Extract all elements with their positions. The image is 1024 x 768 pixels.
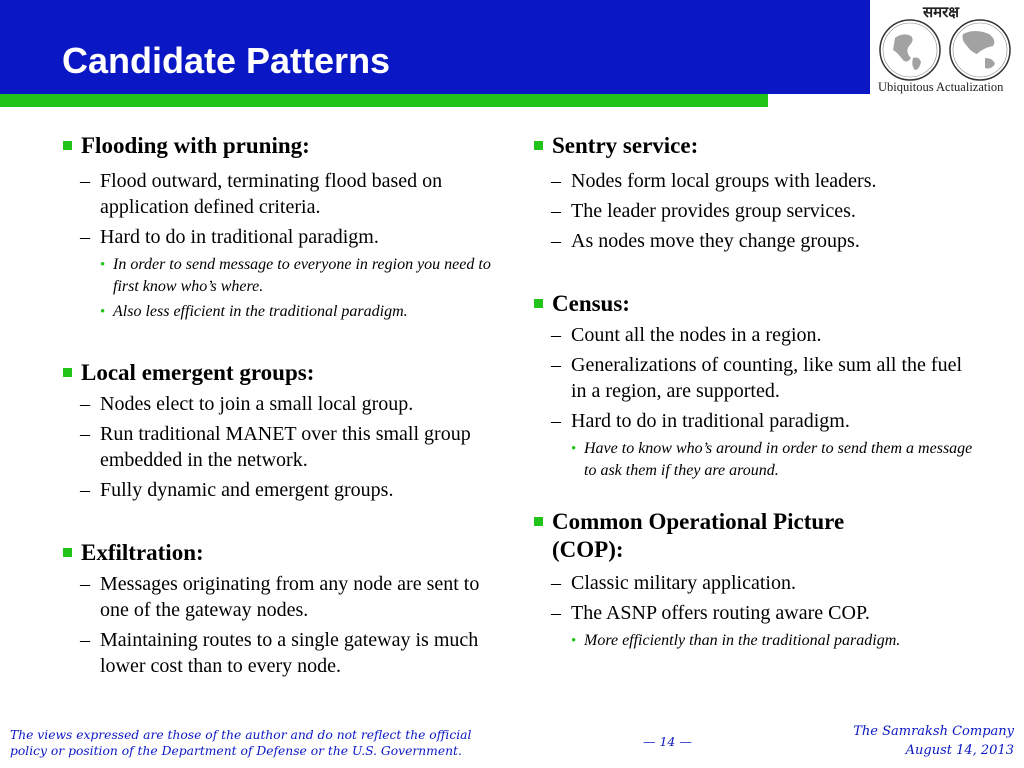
accent-bar [0, 94, 768, 107]
dot-bullet-icon: • [571, 633, 577, 649]
list-item: – Messages originating from any node are sent to one of the gateway nodes. [80, 573, 480, 621]
square-bullet-icon [534, 517, 543, 526]
list-item: – Classic military application. [551, 572, 796, 594]
list-item: – Count all the nodes in a region. [551, 324, 822, 346]
section-heading: Exfiltration: [62, 539, 502, 567]
list-item: – Hard to do in traditional paradigm. [551, 410, 850, 432]
page-number: — 14 — [643, 734, 692, 749]
logo-script-text: समरक्ष [923, 3, 960, 21]
footer-disclaimer [10, 727, 530, 759]
dot-bullet-icon: • [100, 304, 106, 320]
sub-list-item: • Also less efficient in the traditional paradigm. [62, 301, 502, 323]
footer-company-info [853, 722, 1014, 760]
list-item: – Hard to do in traditional paradigm. [80, 226, 379, 248]
square-bullet-icon [534, 141, 543, 150]
list-item: – The ASNP offers routing aware COP. [551, 602, 870, 624]
square-bullet-icon [63, 141, 72, 150]
list-item: – Nodes form local groups with leaders. [551, 170, 877, 192]
section-heading: Common Operational Picture (COP): [533, 508, 973, 564]
footer-date: August 14, 2013 [905, 743, 1014, 758]
globe-icon [877, 18, 1017, 82]
company-name: The Samraksh Company [853, 724, 1014, 739]
sub-list-item: • In order to send message to everyone in region you need to first know who’s where. [100, 256, 491, 295]
square-bullet-icon [63, 368, 72, 377]
left-column [62, 132, 502, 679]
square-bullet-icon [63, 548, 72, 557]
sub-list-item: • More efficiently than in the traditional paradigm. [533, 630, 973, 652]
section-heading: Sentry service: [533, 132, 973, 160]
section-heading: Local emergent groups: [62, 359, 502, 387]
slide-title: Candidate Patterns [62, 40, 391, 81]
list-item: – Nodes elect to join a small local group. [80, 393, 414, 415]
disclaimer-line: The views expressed are those of the author and do not reflect the official [10, 728, 472, 742]
dot-bullet-icon: • [571, 441, 577, 457]
list-item: – Generalizations of counting, like sum all the fuel in a region, are supported. [551, 354, 962, 402]
company-logo [871, 0, 1024, 100]
list-item: – Maintaining routes to a single gateway is much lower cost than to every node. [80, 629, 479, 677]
right-column [533, 132, 973, 652]
list-item: – The leader provides group services. [551, 200, 856, 222]
section-heading: Census: [533, 290, 973, 318]
list-item: – Run traditional MANET over this small group embedded in the network. [80, 423, 471, 471]
list-item: – Fully dynamic and emergent groups. [80, 479, 394, 501]
list-item: – As nodes move they change groups. [551, 230, 860, 252]
sub-list-item: • Have to know who’s around in order to send them a message to ask them if they are around. [571, 440, 973, 479]
square-bullet-icon [534, 299, 543, 308]
section-heading: Flooding with pruning: [62, 132, 502, 160]
dot-bullet-icon: • [100, 257, 106, 273]
list-item: – Flood outward, terminating flood based on application defined criteria. [80, 170, 443, 218]
logo-tagline: Ubiquitous Actualization [878, 80, 1004, 94]
disclaimer-line: policy or position of the Department of Defense or the U.S. Government. [10, 744, 462, 758]
